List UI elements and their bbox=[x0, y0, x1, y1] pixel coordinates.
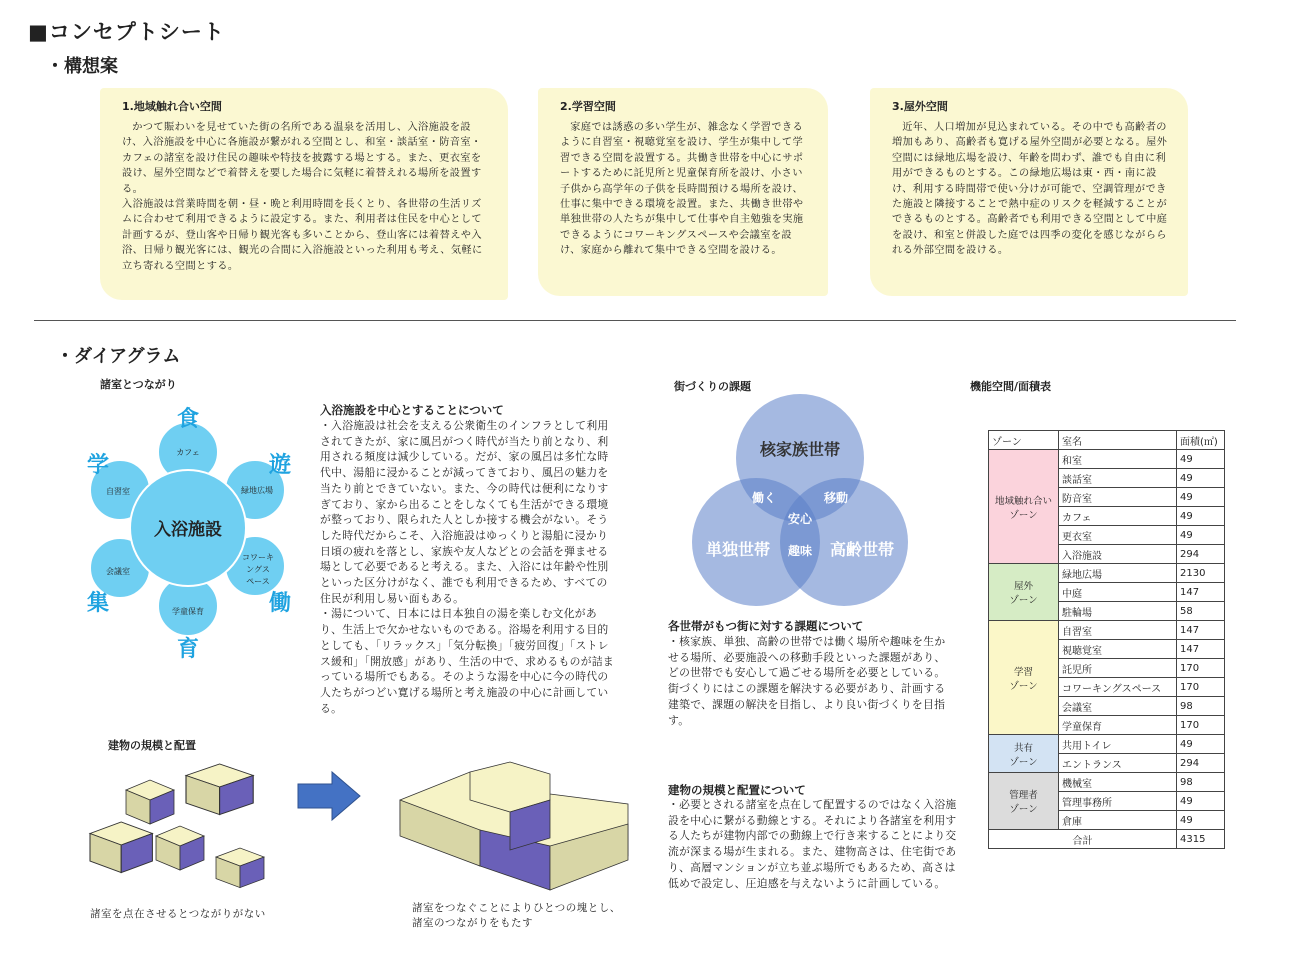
concept-title: 2.学習空間 bbox=[560, 100, 616, 113]
scattered-box bbox=[90, 822, 152, 873]
kanji-label: 集 bbox=[86, 591, 110, 616]
page-title: ■コンセプトシート bbox=[28, 20, 225, 44]
satellite-label: 学童保育 bbox=[172, 607, 204, 616]
room-name-cell: 防音室 bbox=[1059, 488, 1177, 507]
area-value-cell: 170 bbox=[1177, 716, 1225, 735]
bath-text: ・入浴施設は社会を支える公衆衛生のインフラとして利用されてきたが、家に風呂がつく時代が当たり前となり、利用される頻度は減少している。だが、家の風呂は多忙な時代中、湯船に浸かることが減ってきており、風呂の魅力を当たり前とできていない。また、今の時代は便利になりすぎており、家から出ることをしなくても生活ができる環境が整っており、限られた人としか接する機会がない。そうした時代だからこそ、入浴施設はゆっくりと湯船に浸かり日頃の疲れを落とし、家族や友人などとの会話を弾ませる場として必要であると考える。また、入浴には年齢や性別といった区分けがなく、誰でも利用できるため、すべての住民が利用し易い面もある。 ・湯について、日本には日本独自の湯を楽しむ文化があり、生活上で欠かせないものである。浴場を利用する目的としても、「リラックス」「気分転換」「疲労回復」「ストレス緩和」「開放感」があり、生活の中で、求めるものが詰まっている場所でもある。そのような湯を中心に今の時代の人たちがつどい寛げる場所と考え施設の中心に計画している。 bbox=[320, 419, 614, 715]
zone-cell: 地域触れ合い ゾーン bbox=[989, 450, 1059, 564]
room-name-cell: 更衣室 bbox=[1059, 526, 1177, 545]
room-name-cell: 入浴施設 bbox=[1059, 545, 1177, 564]
room-name-cell: 共用トイレ bbox=[1059, 735, 1177, 754]
satellite-label: カフェ bbox=[176, 448, 200, 457]
building-massing-diagram bbox=[80, 760, 640, 920]
scattered-box bbox=[186, 764, 253, 815]
venn-label-move: 移動 bbox=[823, 491, 849, 505]
room-name-cell: 視聴覚室 bbox=[1059, 640, 1177, 659]
area-value-cell: 49 bbox=[1177, 811, 1225, 830]
room-name-cell: エントランス bbox=[1059, 754, 1177, 773]
concept-text: 家庭では誘惑の多い学生が、雑念なく学習できるように自習室・視聴覚室を設け、学生が集中して学習できる空間を設置する。共働き世帯を中心にサポートするために託児所と児童保育所を設け、小さい子供から高学年の子供を長時間預ける場所を設け、仕事に集中できる環境を設置。また、共働き世帯や単独世帯の人たちが集中して仕事や自主勉強を実施できるようにコワーキングスペースや会議室を設け、家庭から離れて集中できる空間を設ける。 bbox=[560, 122, 804, 257]
area-value-cell: 49 bbox=[1177, 792, 1225, 811]
bath-heading: 入浴施設を中心とすることについて bbox=[320, 403, 504, 417]
area-value-cell: 49 bbox=[1177, 735, 1225, 754]
concept-text: かつて賑わいを見せていた街の名所である温泉を活用し、入浴施設を設け、入浴施設を中心に各施設が繋がれる空間とし、和室・談話室・防音室・カフェの諸室を設け住民の趣味や特技を披露する場とする。また、更衣室を設け、屋外空間などで着替えを要した場合に気軽に着替えれる場所を設置する。 入浴施設は営業時間を朝・昼・晩と利用時間を長くとり、各世帯の生活リズムに合わせて利用できるように設定する。また、利用者は住民を中心として計画するが、登山客や日帰り観光客も多いことから、登山客には着替えや入浴、日帰り観光客には、観光の合間に入浴施設といった利用も考え、気軽に立ち寄れる空間とする。 bbox=[122, 122, 483, 272]
kanji-label: 育 bbox=[176, 637, 200, 660]
town-issues-title: 街づくりの課題 bbox=[674, 380, 751, 393]
area-value-cell: 49 bbox=[1177, 488, 1225, 507]
venn-diagram bbox=[682, 392, 916, 622]
area-value-cell: 2130 bbox=[1177, 564, 1225, 583]
concept-card-2 bbox=[538, 88, 828, 296]
section-title-diagram: ・ダイアグラム bbox=[56, 346, 181, 367]
area-table-title: 機能空間/面積表 bbox=[970, 380, 1052, 393]
area-value-cell: 147 bbox=[1177, 583, 1225, 602]
satellite-label: 自習室 bbox=[106, 487, 130, 496]
table-row bbox=[989, 564, 1225, 583]
room-name-cell: コワーキングスペース bbox=[1059, 678, 1177, 697]
venn-heading: 各世帯がもつ街に対する課題について bbox=[668, 619, 864, 633]
room-name-cell: 学童保育 bbox=[1059, 716, 1177, 735]
section-divider bbox=[34, 320, 1236, 321]
rooms-diagram-title: 諸室とつながり bbox=[100, 378, 177, 391]
room-name-cell: 談話室 bbox=[1059, 469, 1177, 488]
venn-text: ・核家族、単独、高齢の世帯では働く場所や趣味を生かせる場所、必要施設への移動手段といった課題があり、どの世帯でも安心して過ごせる場所を必要としている。街づくりにはこの課題を解決する必要があり、計画する建築で、課題の解決を目指し、より良い街づくりを目指す。 bbox=[668, 635, 946, 727]
room-name-cell: カフェ bbox=[1059, 507, 1177, 526]
section-title-concept: ・構想案 bbox=[46, 56, 118, 77]
area-value-cell: 98 bbox=[1177, 697, 1225, 716]
table-row bbox=[989, 450, 1225, 469]
area-value-cell: 49 bbox=[1177, 450, 1225, 469]
area-value-cell: 294 bbox=[1177, 754, 1225, 773]
room-name-cell: 倉庫 bbox=[1059, 811, 1177, 830]
table-header-cell: 面積(㎡) bbox=[1177, 431, 1225, 450]
satellite-label: 緑地広場 bbox=[241, 486, 273, 495]
concept-title: 3.屋外空間 bbox=[892, 100, 948, 113]
scattered-box bbox=[156, 826, 204, 870]
room-name-cell: 会議室 bbox=[1059, 697, 1177, 716]
concept-card-1 bbox=[100, 88, 508, 300]
zone-cell: 学習 ゾーン bbox=[989, 621, 1059, 735]
room-name-cell: 和室 bbox=[1059, 450, 1177, 469]
satellite-label: 会議室 bbox=[106, 567, 130, 576]
center-label: 入浴施設 bbox=[154, 520, 222, 540]
table-header-cell: 室名 bbox=[1059, 431, 1177, 450]
zone-cell: 屋外 ゾーン bbox=[989, 564, 1059, 621]
total-label-cell: 合計 bbox=[989, 830, 1177, 849]
concept-card-3 bbox=[870, 88, 1188, 296]
arrow-icon bbox=[298, 772, 360, 820]
kanji-label: 食 bbox=[176, 407, 200, 432]
connected-mass bbox=[400, 762, 628, 890]
area-value-cell: 49 bbox=[1177, 469, 1225, 488]
venn-label-left: 単独世帯 bbox=[705, 540, 771, 559]
kanji-label: 学 bbox=[86, 453, 110, 478]
venn-label-top: 核家族世帯 bbox=[759, 440, 841, 459]
rooms-diagram bbox=[80, 398, 310, 660]
scattered-box bbox=[216, 848, 264, 888]
area-value-cell: 170 bbox=[1177, 659, 1225, 678]
caption-scattered: 諸室を点在させるとつながりがない bbox=[90, 908, 266, 920]
venn-label-hobby: 趣味 bbox=[787, 544, 813, 558]
room-name-cell: 託児所 bbox=[1059, 659, 1177, 678]
table-row bbox=[989, 735, 1225, 754]
zone-cell: 共有 ゾーン bbox=[989, 735, 1059, 773]
room-name-cell: 中庭 bbox=[1059, 583, 1177, 602]
layout-heading: 建物の規模と配置について bbox=[668, 783, 806, 797]
room-name-cell: 駐輪場 bbox=[1059, 602, 1177, 621]
area-value-cell: 147 bbox=[1177, 621, 1225, 640]
area-value-cell: 294 bbox=[1177, 545, 1225, 564]
venn-label-center: 安心 bbox=[787, 512, 813, 526]
area-value-cell: 170 bbox=[1177, 678, 1225, 697]
caption-connected: 諸室をつなぐことによりひとつの塊とし、諸室のつながりをもたす bbox=[412, 902, 621, 929]
venn-label-work: 働く bbox=[751, 491, 777, 505]
area-value-cell: 98 bbox=[1177, 773, 1225, 792]
area-value-cell: 49 bbox=[1177, 526, 1225, 545]
room-name-cell: 管理事務所 bbox=[1059, 792, 1177, 811]
concept-title: 1.地域触れ合い空間 bbox=[122, 100, 222, 113]
table-header-cell: ゾーン bbox=[989, 431, 1059, 450]
table-row bbox=[989, 621, 1225, 640]
scale-title: 建物の規模と配置 bbox=[108, 739, 196, 752]
zone-cell: 管理者 ゾーン bbox=[989, 773, 1059, 830]
room-name-cell: 機械室 bbox=[1059, 773, 1177, 792]
kanji-label: 遊 bbox=[268, 453, 292, 478]
satellite-label-coworking-2: ングス bbox=[246, 565, 270, 574]
scattered-box bbox=[126, 780, 174, 824]
area-value-cell: 49 bbox=[1177, 507, 1225, 526]
satellite-label-coworking-1: コワーキ bbox=[242, 553, 274, 562]
total-value-cell: 4315 bbox=[1177, 830, 1225, 849]
venn-label-right: 高齢世帯 bbox=[829, 540, 895, 559]
area-table bbox=[988, 430, 1225, 849]
layout-text: ・必要とされる諸室を点在して配置するのではなく入浴施設を中心に繋がる動線とする。それにより各諸室を利用する人たちが建物内部での動線上で行き来することにより交流が深まる場が生まれる。また、建物高さは、住宅街であり、高層マンションが立ち並ぶ場所でもあるため、高さは低めで設定し、圧迫感を与えないように計画している。 bbox=[668, 798, 957, 890]
concept-text: 近年、人口増加が見込まれている。その中でも高齢者の増加もあり、高齢者も寛げる屋外空間が必要となる。屋外空間には緑地広場を設け、年齢を問わず、誰でも自由に利用ができるものとする。この緑地広場は東・西・南に設け、利用する時間帯で使い分けが可能で、空調管理ができた施設と隣接することで熱中症のリスクを軽減することができるものとする。高齢者でも利用できる空間として中庭を設け、和室と併設した庭では四季の変化を感じながらられる外部空間を設ける。 bbox=[892, 122, 1168, 257]
satellite-label-coworking-3: ペース bbox=[246, 577, 270, 586]
area-value-cell: 58 bbox=[1177, 602, 1225, 621]
table-row bbox=[989, 773, 1225, 792]
room-name-cell: 緑地広場 bbox=[1059, 564, 1177, 583]
kanji-label: 働 bbox=[268, 591, 292, 616]
area-value-cell: 147 bbox=[1177, 640, 1225, 659]
room-name-cell: 自習室 bbox=[1059, 621, 1177, 640]
